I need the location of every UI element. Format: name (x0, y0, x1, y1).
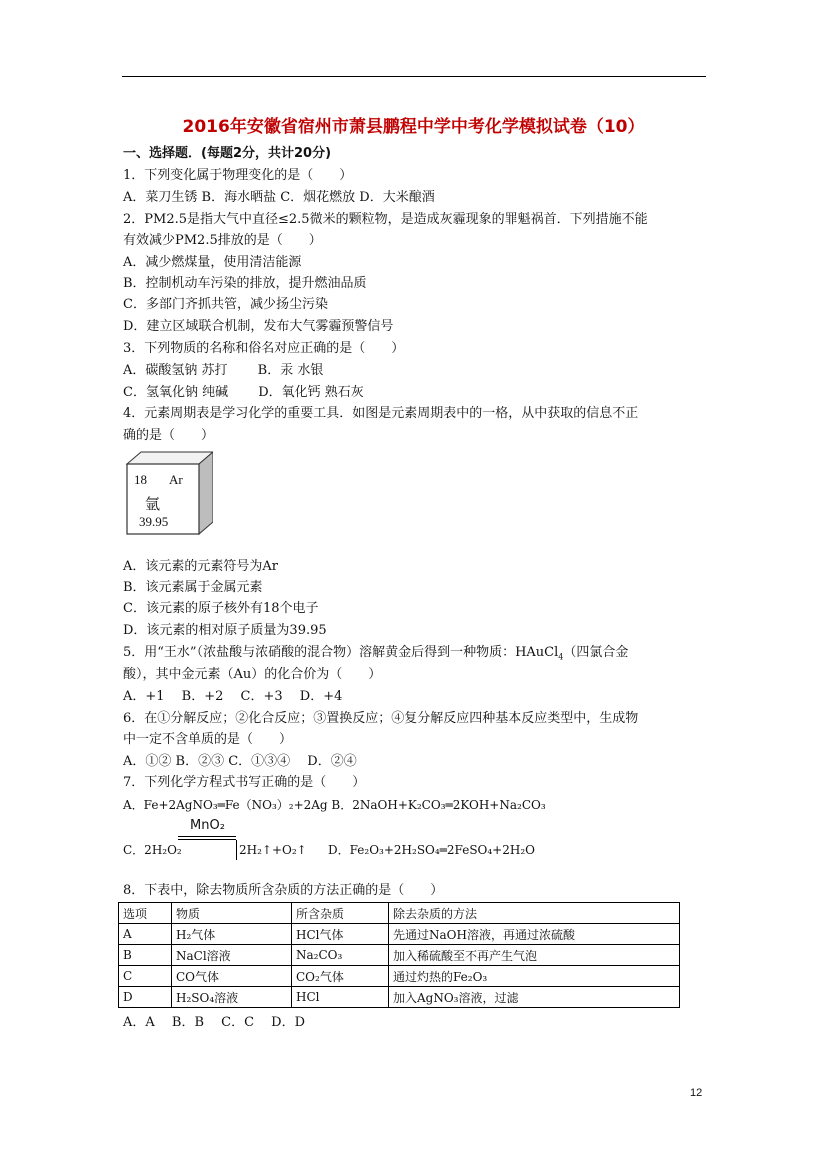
q5-stem-line2: 酸），其中金元素（Au）的化合价为（ ） (123, 667, 382, 682)
table-header-row (119, 903, 680, 924)
q2-stem-line1: 2．PM2.5是指大气中直径≤2.5微米的颗粒物，是造成灰霾现象的罪魁祸首．下列措施不能 (123, 212, 648, 227)
q3-options-row1: A．碳酸氢钠 苏打 B．汞 水银 (123, 363, 324, 378)
q7-stem: 7．下列化学方程式书写正确的是（ ） (123, 775, 366, 790)
catalyst-frame-edge (236, 840, 237, 860)
q3-options-row2: C．氢氧化钠 纯碱 D．氧化钙 熟石灰 (123, 385, 364, 400)
element-symbol: Ar (169, 472, 183, 487)
table-cell: B (119, 945, 172, 966)
q8-table (118, 902, 680, 1008)
table-cell: D (119, 987, 172, 1008)
q4-option-b: B．该元素属于金属元素 (123, 580, 263, 595)
table-cell: H₂气体 (172, 924, 292, 945)
table-cell: 加入稀硫酸至不再产生气泡 (389, 945, 680, 966)
catalyst-label: MnO₂ (190, 818, 225, 833)
table-row (119, 924, 680, 945)
table-cell: CO₂气体 (292, 966, 389, 987)
q6-stem-line2: 中一定不含单质的是（ ） (123, 732, 293, 747)
q7-option-c-lhs: C．2H₂O₂ (123, 843, 182, 857)
catalyst-condition (178, 818, 238, 860)
header-rule (122, 76, 706, 77)
table-row (119, 987, 680, 1008)
table-header-cell: 所含杂质 (292, 903, 389, 924)
q1-options: A．菜刀生锈 B．海水晒盐 C．烟花燃放 D．大米酿酒 (123, 190, 435, 205)
q4-option-d: D．该元素的相对原子质量为39.95 (123, 623, 327, 638)
page-number: 12 (690, 1087, 703, 1099)
q2-option-b: B．控制机动车污染的排放，提升燃油品质 (123, 276, 367, 291)
table-cell: A (119, 924, 172, 945)
table-cell: 先通过NaOH溶液，再通过浓硫酸 (389, 924, 680, 945)
q7-option-d: D．Fe₂O₃+2H₂SO₄═2FeSO₄+2H₂O (328, 843, 535, 857)
q2-option-d: D．建立区域联合机制，发布大气雾霾预警信号 (123, 319, 394, 334)
table-row (119, 966, 680, 987)
q5-stem-subscript: 4 (558, 652, 564, 662)
q5-options: A．+1 B．+2 C．+3 D．+4 (123, 689, 343, 704)
table-cell: 通过灼热的Fe₂O₃ (389, 966, 680, 987)
section-heading: 一、选择题．(每题2分，共计20分) (123, 146, 332, 161)
table-cell: C (119, 966, 172, 987)
q8-stem: 8．下表中，除去物质所含杂质的方法正确的是（ ） (123, 883, 444, 898)
q4-stem-line2: 确的是（ ） (123, 428, 215, 443)
periodic-table-cell (125, 450, 213, 536)
table-row (119, 945, 680, 966)
q3-stem: 3．下列物质的名称和俗名对应正确的是（ ） (123, 341, 405, 356)
q6-options: A．①② B．②③ C．①③④ D．②④ (123, 754, 357, 769)
table-header-cell: 物质 (172, 903, 292, 924)
q5-stem-line1 (123, 645, 628, 666)
table-cell: CO气体 (172, 966, 292, 987)
atomic-number: 18 (134, 472, 147, 487)
table-header-cell: 除去杂质的方法 (389, 903, 680, 924)
q8-options: A．A B．B C．C D．D (123, 1015, 306, 1030)
table-cell: NaCl溶液 (172, 945, 292, 966)
q2-option-c: C．多部门齐抓共管，减少扬尘污染 (123, 297, 328, 312)
q7-option-c-rhs: 2H₂↑+O₂↑ (239, 843, 307, 857)
table-cell: HCl气体 (292, 924, 389, 945)
q6-stem-line1: 6．在①分解反应；②化合反应；③置换反应；④复分解反应四种基本反应类型中，生成物 (123, 711, 639, 726)
reaction-equals-bar (178, 836, 236, 840)
page-title: 2016年安徽省宿州市萧县鹏程中学中考化学模拟试卷（10） (182, 117, 645, 137)
q2-option-a: A．减少燃煤量，使用清洁能源 (123, 255, 302, 270)
q7-options-ab: A．Fe+2AgNO₃═Fe（NO₃）₂+2Ag B．2NaOH+K₂CO₃═2KOH+Na₂CO₃ (123, 798, 546, 812)
q4-stem-line1: 4．元素周期表是学习化学的重要工具．如图是元素周期表中的一格，从中获取的信息不正 (123, 406, 639, 421)
element-name: 氩 (145, 495, 161, 513)
atomic-mass: 39.95 (139, 514, 169, 529)
table-cell: 加入AgNO₃溶液，过滤 (389, 987, 680, 1008)
q4-option-c: C．该元素的原子核外有18个电子 (123, 601, 319, 616)
q4-option-a: A．该元素的元素符号为Ar (123, 559, 278, 574)
q2-stem-line2: 有效减少PM2.5排放的是（ ） (123, 233, 322, 248)
q1-stem: 1．下列变化属于物理变化的是（ ） (123, 168, 353, 183)
table-cell: H₂SO₄溶液 (172, 987, 292, 1008)
q5-stem-pre: 5．用“王水”（浓盐酸与浓硝酸的混合物）溶解黄金后得到一种物质：HAuCl (123, 645, 559, 660)
table-cell: HCl (292, 987, 389, 1008)
table-header-cell: 选项 (119, 903, 172, 924)
q5-stem-post: （四氯合金 (563, 645, 629, 660)
table-cell: Na₂CO₃ (292, 945, 389, 966)
